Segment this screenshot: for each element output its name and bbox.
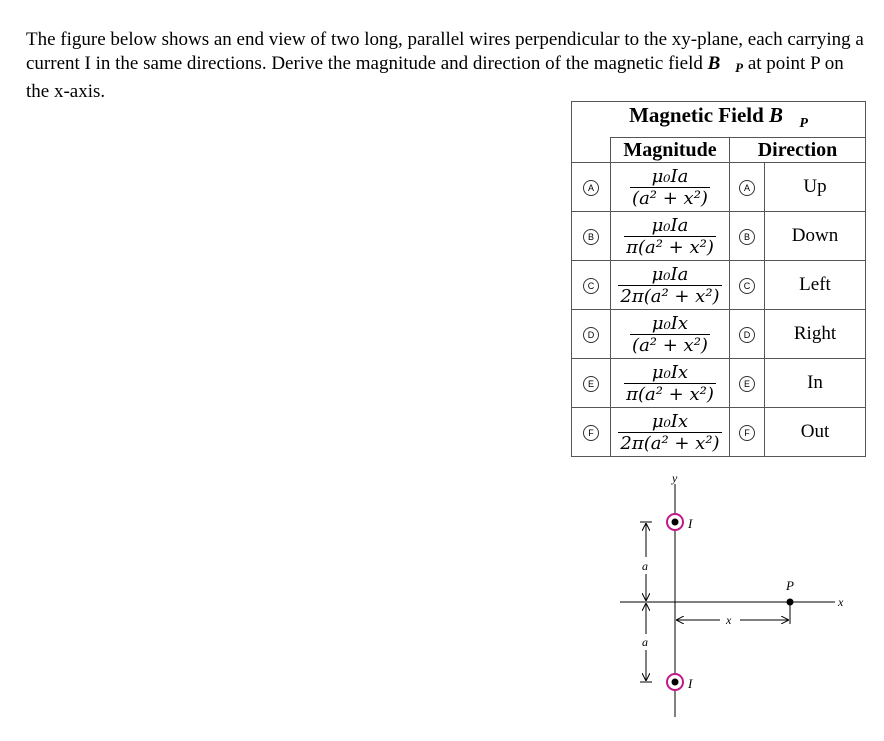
magnitude-formula: $\frac{\text{μ₀Ix}}{\text{2π(a² + x²)}}$ (611, 408, 730, 457)
field-symbol: $B_P$ (707, 53, 744, 75)
problem-text-after: at point P on the x-axis. (26, 53, 844, 102)
direction-value: Up (765, 163, 866, 212)
option-letter-magnitude[interactable]: B (572, 212, 611, 261)
wire-bottom-current-out-icon (667, 674, 683, 690)
option-row (572, 408, 866, 457)
option-letter-direction[interactable]: C (730, 261, 765, 310)
answer-table (571, 101, 866, 457)
table-title: Magnetic Field $B_P$ (572, 102, 866, 138)
option-letter-magnitude[interactable]: F (572, 408, 611, 457)
direction-value: Left (765, 261, 866, 310)
direction-value: Right (765, 310, 866, 359)
option-letter-magnitude[interactable]: D (572, 310, 611, 359)
option-row (572, 310, 866, 359)
y-axis-label: y (672, 471, 678, 485)
distance-a-top: a (642, 559, 648, 573)
option-letter-magnitude[interactable]: C (572, 261, 611, 310)
magnitude-formula: $\frac{\text{μ₀Ix}}{\text{π(a² + x²)}}$ (611, 359, 730, 408)
point-p-label: P (786, 578, 794, 593)
option-row (572, 261, 866, 310)
option-letter-direction[interactable]: A (730, 163, 765, 212)
distance-a-bottom: a (642, 635, 648, 649)
option-letter-direction[interactable]: B (730, 212, 765, 261)
current-bottom-label: I (688, 676, 693, 691)
direction-value: Out (765, 408, 866, 457)
option-letter-magnitude[interactable]: A (572, 163, 611, 212)
direction-value: In (765, 359, 866, 408)
x-axis-label: x (838, 595, 844, 609)
option-row (572, 212, 866, 261)
option-letter-magnitude[interactable]: E (572, 359, 611, 408)
direction-header: Direction (730, 138, 866, 163)
wire-top-current-out-icon (667, 514, 683, 530)
magnitude-header: Magnitude (611, 138, 730, 163)
magnitude-formula: $\frac{\text{μ₀Ia}}{\text{2π(a² + x²)}}$ (611, 261, 730, 310)
magnitude-formula: $\frac{\text{μ₀Ia}}{\text{(a² + x²)}}$ (611, 163, 730, 212)
magnitude-formula: $\frac{\text{μ₀Ix}}{\text{(a² + x²)}}$ (611, 310, 730, 359)
option-row (572, 359, 866, 408)
problem-statement (26, 28, 866, 104)
distance-x: x (726, 613, 732, 627)
current-top-label: I (688, 516, 693, 531)
magnitude-formula: $\frac{\text{μ₀Ia}}{\text{π(a² + x²)}}$ (611, 212, 730, 261)
point-p-marker (787, 599, 794, 606)
problem-text-before: The figure below shows an end view of two long, parallel wires perpendicular to the xy-plane, each carrying a current I in the same directions. Derive the magnitude and direction of the magnetic field (26, 29, 864, 74)
option-letter-direction[interactable]: E (730, 359, 765, 408)
option-letter-direction[interactable]: F (730, 408, 765, 457)
option-row (572, 163, 866, 212)
direction-value: Down (765, 212, 866, 261)
option-letter-direction[interactable]: D (730, 310, 765, 359)
wire-diagram (600, 462, 850, 722)
